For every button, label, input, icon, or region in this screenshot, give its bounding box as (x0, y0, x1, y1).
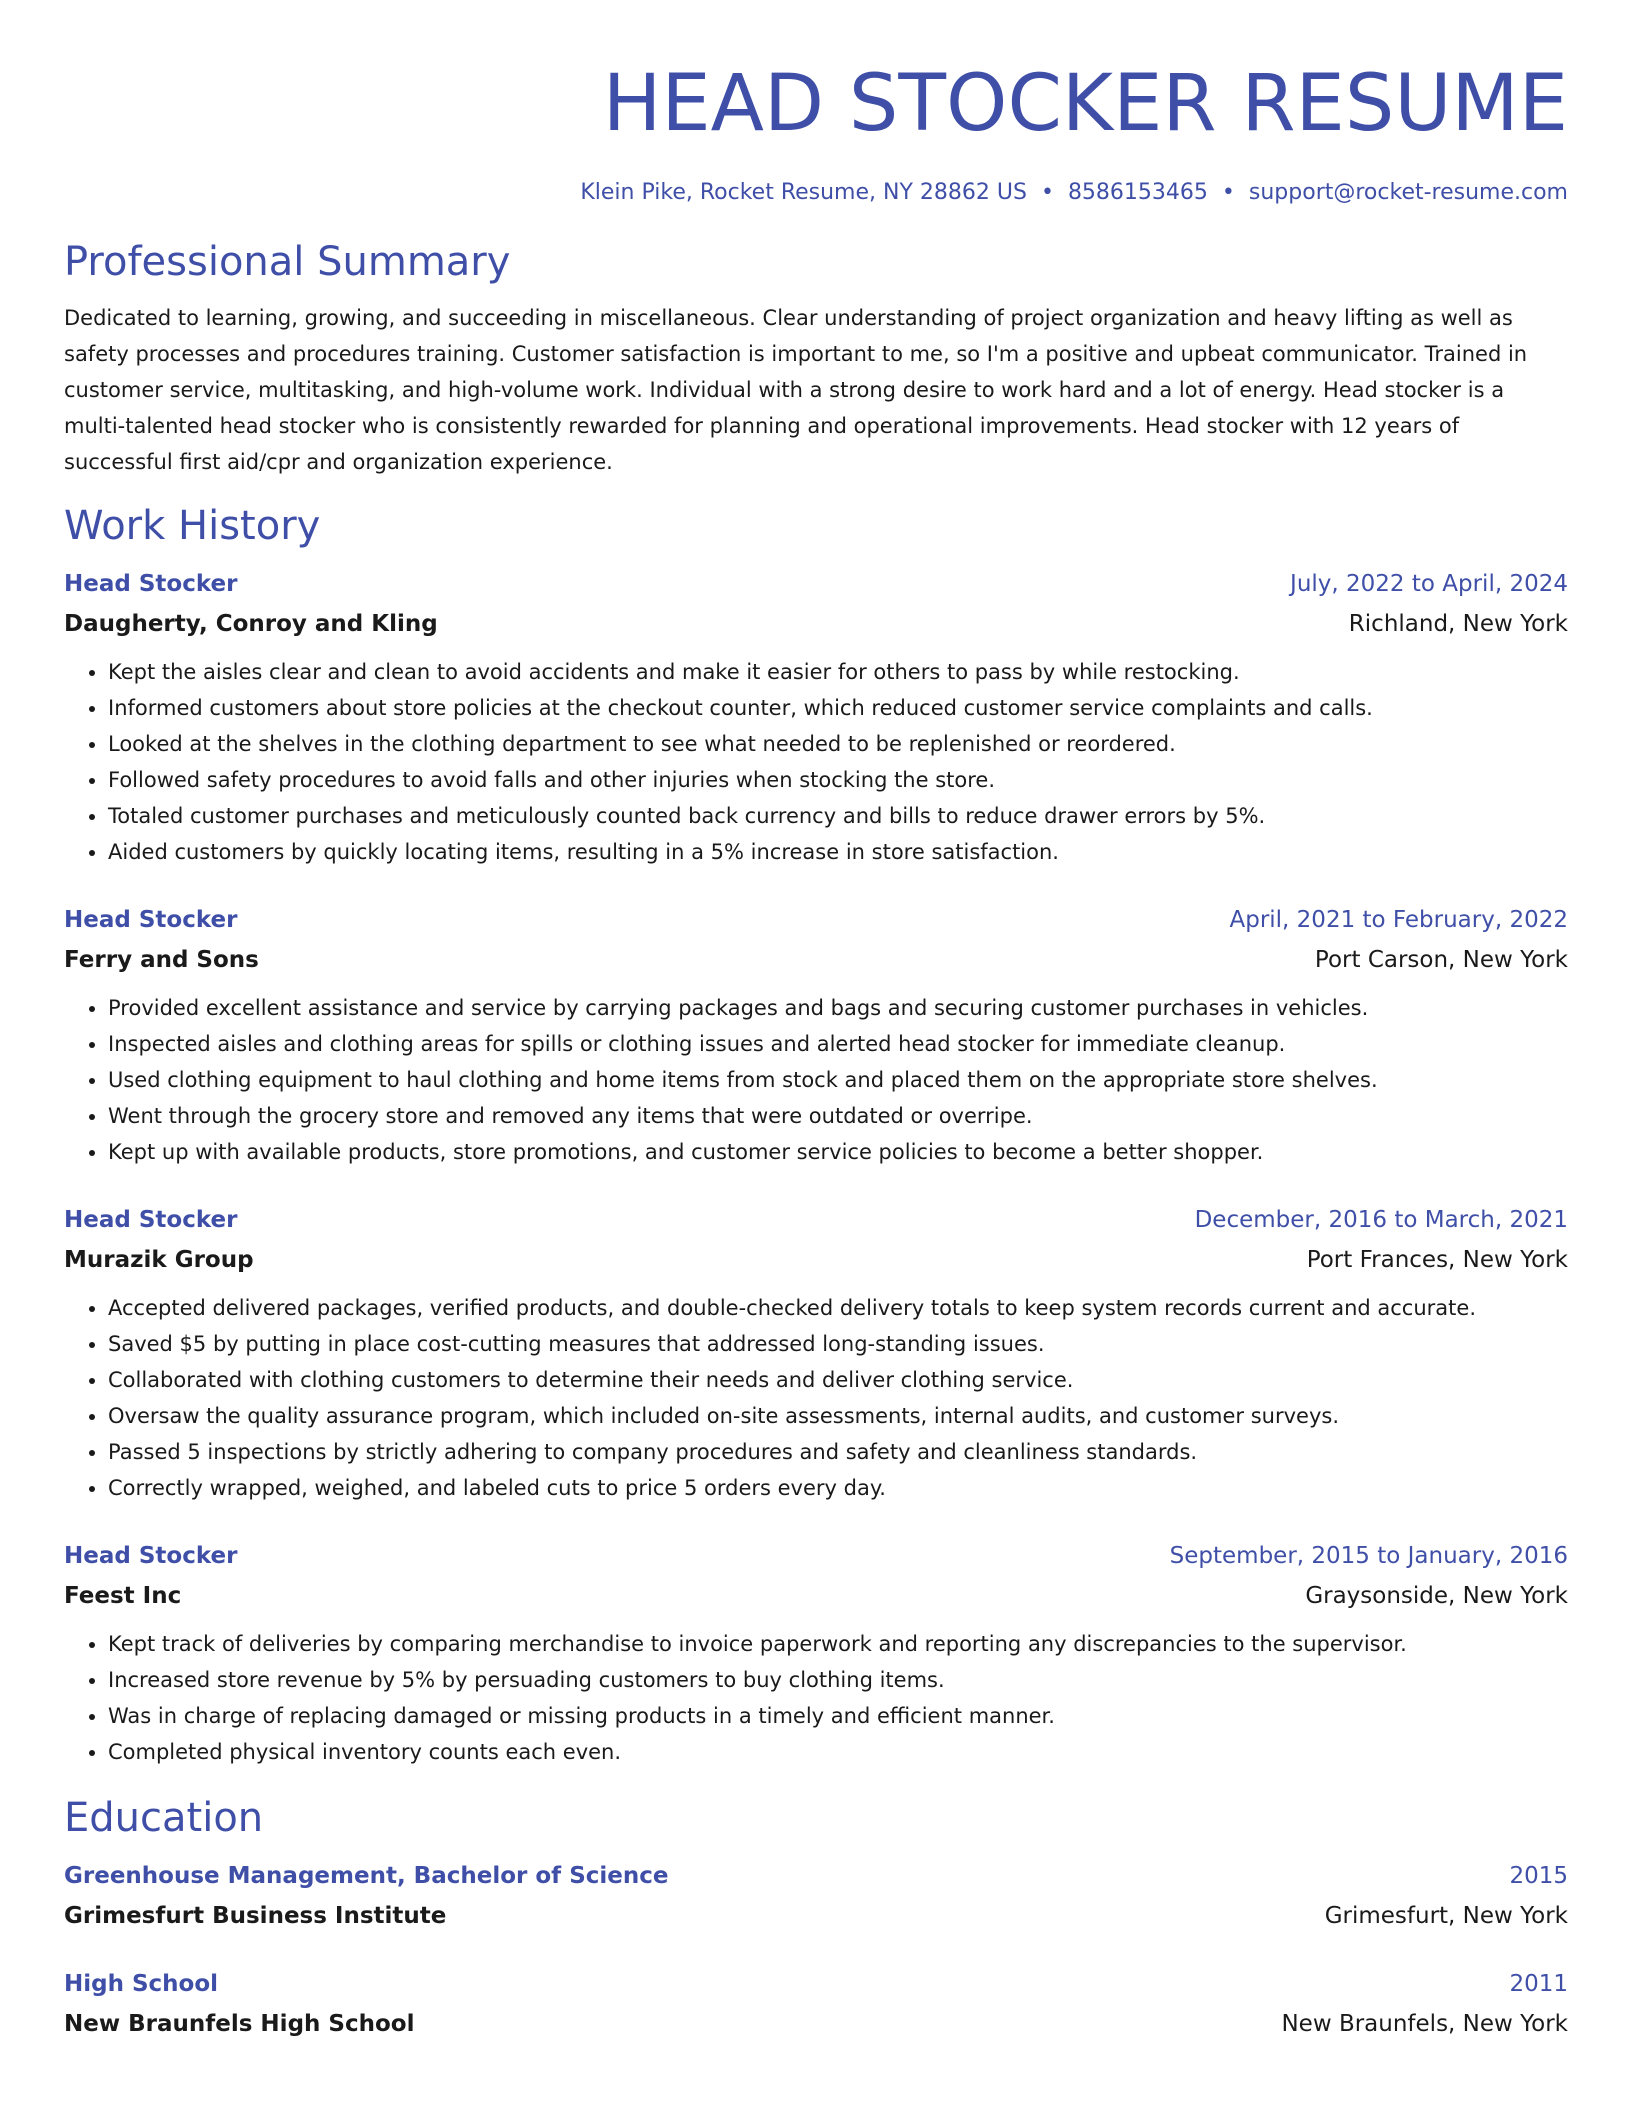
education-year: 2015 (1509, 1863, 1568, 1889)
job-bullet: • Used clothing equipment to haul clothing and home items from stock and placed them on the appropriate store shelves. (108, 1062, 1568, 1098)
job-bullet: • Kept the aisles clear and clean to avoid accidents and make it easier for others to pass by while restocking. (108, 654, 1568, 690)
job-bullet: • Collaborated with clothing customers to determine their needs and deliver clothing service. (108, 1362, 1568, 1398)
education-location: Grimesfurt, New York (1324, 1903, 1568, 1929)
job-title: Head Stocker (64, 1543, 238, 1569)
contact-separator: • (1221, 180, 1235, 205)
job-dates: December, 2016 to March, 2021 (1194, 1207, 1568, 1233)
job-dates: April, 2021 to February, 2022 (1229, 907, 1568, 933)
contact-line (64, 178, 1568, 208)
section-title-summary: Professional Summary (64, 239, 511, 285)
contact-email: support@rocket-resume.com (1248, 180, 1568, 205)
job-location: Port Frances, New York (1306, 1247, 1568, 1273)
job-title: Head Stocker (64, 1207, 238, 1233)
job-bullet: • Saved $5 by putting in place cost-cutting measures that addressed long-standing issues. (108, 1326, 1568, 1362)
job-bullet: • Passed 5 inspections by strictly adhering to company procedures and safety and cleanliness standards. (108, 1434, 1568, 1470)
job-bullet: • Correctly wrapped, weighed, and labeled cuts to price 5 orders every day. (108, 1470, 1568, 1506)
job-bullet: • Increased store revenue by 5% by persuading customers to buy clothing items. (108, 1662, 1568, 1698)
job-bullet: • Inspected aisles and clothing areas for spills or clothing issues and alerted head stocker for immediate cleanup. (108, 1026, 1568, 1062)
section-title-work: Work History (64, 503, 321, 549)
job-company: Ferry and Sons (64, 947, 259, 973)
job-bullet: • Was in charge of replacing damaged or missing products in a timely and efficient manner. (108, 1698, 1568, 1734)
contact-address: Klein Pike, Rocket Resume, NY 28862 US (580, 180, 1027, 205)
education-section (64, 1792, 1568, 2044)
summary-text: Dedicated to learning, growing, and succeeding in miscellaneous. Clear understanding of project organization and heavy lifting as well as safety processes and procedures training. Customer satisfaction is important to me, so I'm a positive and upbeat communicator. Trained in customer service, multitasking, and high-volume work. Individual with a strong desire to work hard and a lot of energy. Head stocker is a multi-talented head stocker who is consistently rewarded for planning and operational improvements. Head stocker with 12 years of successful first aid/cpr and organization experience. (64, 306, 1528, 474)
job-bullet: • Totaled customer purchases and meticulously counted back currency and bills to reduce drawer errors by 5%. (108, 798, 1568, 834)
job-title: Head Stocker (64, 907, 238, 933)
education-year: 2011 (1509, 1971, 1568, 1997)
job-location: Richland, New York (1348, 611, 1568, 637)
job-bullet: • Kept track of deliveries by comparing merchandise to invoice paperwork and reporting any discrepancies to the supervisor. (108, 1626, 1568, 1662)
job-bullet: • Followed safety procedures to avoid falls and other injuries when stocking the store. (108, 762, 1568, 798)
job-title: Head Stocker (64, 571, 238, 597)
job-bullet: • Accepted delivered packages, verified products, and double-checked delivery totals to keep system records current and accurate. (108, 1290, 1568, 1326)
education-degree: High School (64, 1971, 219, 1997)
work-section (64, 500, 1568, 1770)
education-entry (64, 1856, 1568, 1936)
education-school: Grimesfurt Business Institute (64, 1903, 447, 1929)
job-company: Daugherty, Conroy and Kling (64, 611, 438, 637)
job-bullet: • Oversaw the quality assurance program, which included on-site assessments, internal audits, and customer surveys. (108, 1398, 1568, 1434)
job-dates: July, 2022 to April, 2024 (1290, 571, 1568, 597)
job-bullet: • Provided excellent assistance and service by carrying packages and bags and securing customer purchases in vehicles. (108, 990, 1568, 1026)
job-bullet: • Completed physical inventory counts each even. (108, 1734, 1568, 1770)
contact-phone: 8586153465 (1067, 180, 1208, 205)
job-bullet: • Aided customers by quickly locating items, resulting in a 5% increase in store satisfaction. (108, 834, 1568, 870)
job-bullets (64, 654, 1568, 870)
education-school: New Braunfels High School (64, 2011, 415, 2037)
resume-page (64, 0, 1568, 2044)
job-entry (64, 1200, 1568, 1506)
job-location: Graysonside, New York (1305, 1583, 1568, 1609)
section-title-education: Education (64, 1795, 264, 1841)
job-bullets (64, 1626, 1568, 1770)
job-entry (64, 1536, 1568, 1770)
job-bullet: • Kept up with available products, store promotions, and customer service policies to become a better shopper. (108, 1134, 1568, 1170)
job-company: Feest Inc (64, 1583, 182, 1609)
job-company: Murazik Group (64, 1247, 254, 1273)
job-location: Port Carson, New York (1314, 947, 1568, 973)
job-bullets (64, 1290, 1568, 1506)
education-location: New Braunfels, New York (1281, 2011, 1568, 2037)
resume-name: HEAD STOCKER RESUME (602, 59, 1568, 149)
summary-section (64, 236, 1568, 480)
education-entry (64, 1964, 1568, 2044)
job-entry (64, 900, 1568, 1170)
education-degree: Greenhouse Management, Bachelor of Science (64, 1863, 669, 1889)
job-entry (64, 564, 1568, 870)
job-bullet: • Went through the grocery store and removed any items that were outdated or overripe. (108, 1098, 1568, 1134)
contact-separator: • (1040, 180, 1054, 205)
job-dates: September, 2015 to January, 2016 (1169, 1543, 1568, 1569)
job-bullets (64, 990, 1568, 1170)
resume-header (64, 56, 1568, 208)
job-bullet: • Looked at the shelves in the clothing department to see what needed to be replenished or reordered. (108, 726, 1568, 762)
job-bullet: • Informed customers about store policies at the checkout counter, which reduced customer service complaints and calls. (108, 690, 1568, 726)
